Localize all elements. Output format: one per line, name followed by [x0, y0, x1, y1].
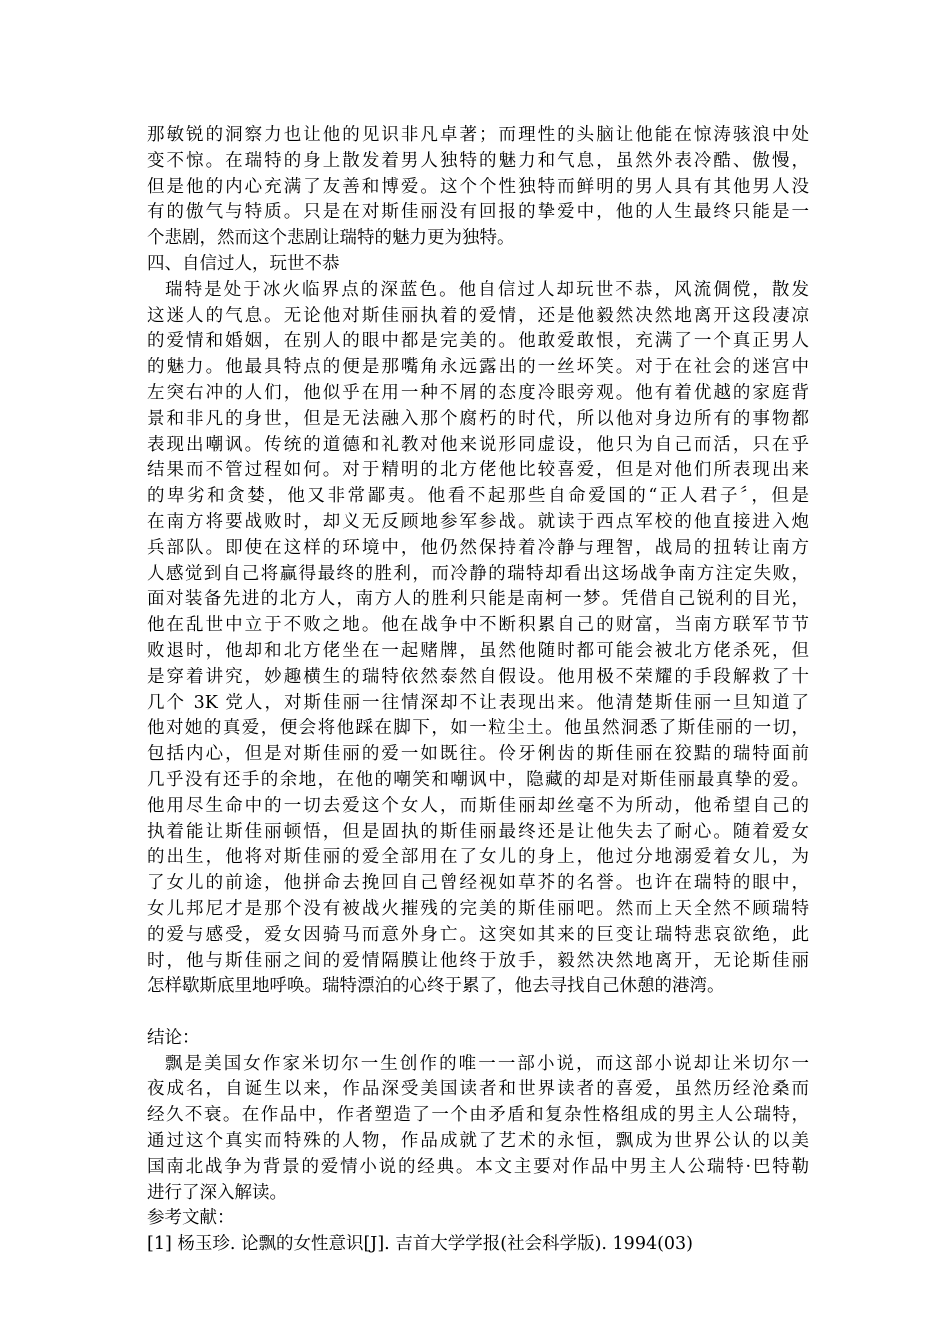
text-line: 人感觉到自己将赢得最终的胜利，而冷静的瑞特却看出这场战争南方注定失败， [147, 563, 809, 584]
text-line: 通过这个真实而特殊的人物，作品成就了艺术的永恒，飘成为世界公认的以美 [147, 1131, 809, 1152]
text-line: 几乎没有还手的余地，在他的嘲笑和嘲讽中，隐藏的却是对斯佳丽最真挚的爱。 [147, 769, 809, 790]
text-line: 的魅力。他最具特点的便是那嘴角永远露出的一丝坏笑。对于在社会的迷宫中 [147, 357, 809, 378]
text-line: 女儿邦尼才是那个没有被战火摧残的完美的斯佳丽吧。然而上天全然不顾瑞特 [147, 898, 809, 919]
text-line: 景和非凡的身世，但是无法融入那个腐朽的时代，所以他对身边所有的事物都 [147, 408, 809, 429]
text-line: 个悲剧，然而这个悲剧让瑞特的魅力更为独特。 [147, 228, 515, 249]
text-line: 的出生，他将对斯佳丽的爱全部用在了女儿的身上，他过分地溺爱着女儿，为 [147, 847, 809, 868]
text-line: 兵部队。即使在这样的环境中，他仍然保持着冷静与理智，战局的扭转让南方 [147, 537, 809, 558]
section-body [147, 278, 809, 1000]
text-line: 变不惊。在瑞特的身上散发着男人独特的魅力和气息，虽然外表冷酷、傲慢， [147, 150, 809, 171]
text-line: 经久不衰。在作品中，作者塑造了一个由矛盾和复杂性格组成的男主人公瑞特， [147, 1105, 809, 1126]
text-line: 那敏锐的洞察力也让他的见识非凡卓著；而理性的头脑让他能在惊涛骇浪中处 [147, 125, 809, 145]
text-line: 有的傲气与特质。只是在对斯佳丽没有回报的挚爱中，他的人生最终只能是一 [147, 202, 809, 223]
references-list [147, 1232, 809, 1258]
text-line: 他用尽生命中的一切去爱这个女人，而斯佳丽却丝毫不为所动，他希望自己的 [147, 795, 809, 816]
text-line: 的爱情和婚姻，在别人的眼中都是完美的。他敢爱敢恨，充满了一个真正男人 [147, 331, 809, 352]
text-line: 执着能让斯佳丽顿悟，但是固执的斯佳丽最终还是让他失去了耐心。随着爱女 [147, 821, 809, 842]
text-line: 面对装备先进的北方人，南方人的胜利只能是南柯一梦。凭借自己锐利的目光， [147, 589, 809, 610]
text-line: 左突右冲的人们，他似乎在用一种不屑的态度冷眼旁观。他有着优越的家庭背 [147, 382, 809, 403]
text-line: 进行了深入解读。 [147, 1182, 287, 1203]
text-line: 时，他与斯佳丽之间的爱情隔膜让他终于放手，毅然决然地离开，无论斯佳丽 [147, 950, 809, 971]
text-line: 包括内心，但是对斯佳丽的爱一如既往。伶牙俐齿的斯佳丽在狡黠的瑞特面前 [147, 744, 809, 765]
text-line: 在南方将要战败时，却义无反顾地参军参战。就读于西点军校的他直接进入炮 [147, 511, 809, 532]
text-line: 他对她的真爱，便会将他踩在脚下，如一粒尘土。他虽然洞悉了斯佳丽的一切， [147, 718, 809, 739]
blank-line [147, 1000, 809, 1026]
text-line: 几个 3K 党人，对斯佳丽一往情深却不让表现出来。他清楚斯佳丽一旦知道了 [147, 692, 809, 713]
paragraph-continuation [147, 123, 809, 252]
references-heading: 参考文献： [147, 1208, 235, 1229]
text-line: 的爱与感受，爱女因骑马而意外身亡。这突如其来的巨变让瑞特悲哀欲绝，此 [147, 924, 809, 945]
text-line: 结果而不管过程如何。对于精明的北方佬他比较喜爱，但是对他们所表现出来 [147, 460, 809, 481]
conclusion-heading: 结论： [147, 1027, 200, 1048]
text-line: 夜成名，自诞生以来，作品深受美国读者和世界读者的喜爱，虽然历经沧桑而 [147, 1079, 809, 1100]
text-line: 他在乱世中立于不败之地。他在战争中不断积累自己的财富，当南方联军节节 [147, 615, 809, 636]
text-line: 这迷人的气息。无论他对斯佳丽执着的爱情，还是他毅然决然地离开这段凄凉 [147, 305, 809, 326]
text-line: 了女儿的前途，他拼命去挽回自己曾经视如草芥的名誉。也许在瑞特的眼中， [147, 873, 809, 894]
reference-item: [1] 杨玉珍. 论飘的女性意识[J]. 吉首大学学报(社会科学版). 1994(03) [147, 1234, 694, 1255]
section-heading: 四、自信过人，玩世不恭 [147, 253, 340, 274]
text-line: 败退时，他却和北方佬坐在一起赌牌，虽然他随时都可能会被北方佬杀死，但 [147, 640, 809, 661]
text-line: 是穿着讲究，妙趣横生的瑞特依然泰然自假设。他用极不荣耀的手段解救了十 [147, 666, 809, 687]
text-line: 飘是美国女作家米切尔一生创作的唯一一部小说，而这部小说却让米切尔一 [165, 1053, 809, 1074]
text-line: 瑞特是处于冰火临界点的深蓝色。他自信过人却玩世不恭，风流倜傥，散发 [165, 279, 809, 300]
text-line: 国南北战争为背景的爱情小说的经典。本文主要对作品中男主人公瑞特·巴特勒 [147, 1156, 809, 1177]
text-line: 但是他的内心充满了友善和博爱。这个个性独特而鲜明的男人具有其他男人没 [147, 176, 809, 197]
document-page [147, 123, 809, 1258]
text-line: 的卑劣和贪婪，他又非常鄙夷。他看不起那些自命爱国的“正人君子〞，但是 [147, 486, 809, 507]
conclusion-body [147, 1052, 809, 1207]
text-line: 表现出嘲讽。传统的道德和礼教对他来说形同虚设，他只为自己而活，只在乎 [147, 434, 809, 455]
text-line: 怎样歇斯底里地呼唤。瑞特漂泊的心终于累了，他去寻找自己休憩的港湾。 [147, 976, 725, 997]
